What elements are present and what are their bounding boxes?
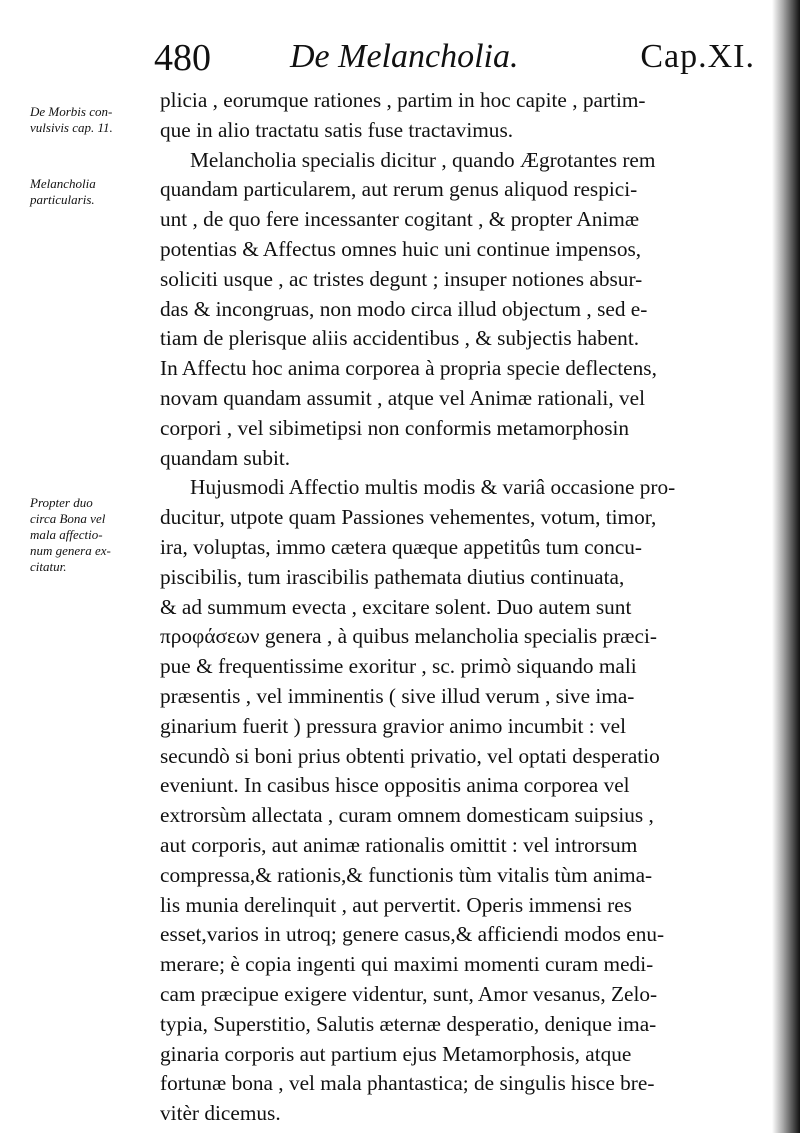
text-line: piscibilis, tum irascibilis pathemata diutius continuata, (160, 564, 625, 589)
text-line: merare; è copia ingenti qui maximi momenti curam medi- (160, 952, 654, 977)
text-line: quandam particularem, aut rerum genus aliquod respici- (160, 177, 638, 202)
page-edge-shadow (772, 0, 800, 1133)
text-line: tiam de plerisque aliis accidentibus , & subjectis habent. (160, 326, 640, 351)
text-line: pue & frequentissime exoritur , sc. primò siquando mali (160, 654, 637, 679)
text-line: aut corporis, aut animæ rationalis omittit : vel introrsum (160, 832, 638, 857)
margin-note-propter-duo (30, 495, 152, 575)
text-line: secundò si boni prius obtenti privatio, vel optati desperatio (160, 743, 660, 768)
text-line: In Affectu hoc anima corporea à propria specie deflectens, (160, 356, 657, 381)
text-line: ira, voluptas, immo cætera quæque appetitûs tum concu- (160, 534, 643, 559)
text-line: ginarium fuerit ) pressura gravior animo incumbit : vel (160, 713, 627, 738)
text-line: Melancholia specialis dicitur , quando Ægrotantes rem (190, 147, 656, 172)
text-line: cam præcipue exigere videntur, sunt, Amor vesanus, Zelo- (160, 981, 658, 1006)
margin-note-line: num genera ex- (30, 543, 111, 558)
running-header (150, 30, 755, 85)
margin-note-line: circa Bona vel (30, 511, 106, 526)
margin-note-melancholia (30, 176, 152, 208)
margin-note-line: vulsivis cap. 11. (30, 120, 113, 135)
text-line: das & incongruas, non modo circa illud objectum , sed e- (160, 296, 648, 321)
text-line: & ad summum evecta , excitare solent. Duo autem sunt (160, 594, 632, 619)
text-line: extrorsùm allectata , curam omnem domesticam suipsius , (160, 803, 654, 828)
text-line: præsentis , vel imminentis ( sive illud verum , sive ima- (160, 683, 635, 708)
margin-note-de-morbis (30, 104, 152, 136)
text-line: novam quandam assumit , atque vel Animæ rationali, vel (160, 385, 646, 410)
running-title: De Melancholia. (290, 38, 519, 75)
text-line: ginaria corporis aut partium ejus Metamorphosis, atque (160, 1041, 632, 1066)
text-line: soliciti usque , ac tristes degunt ; insuper notiones absur- (160, 266, 643, 291)
text-line: quandam subit. (160, 445, 291, 470)
margin-note-line: Melancholia (30, 176, 96, 191)
text-line: προφάσεων genera , à quibus melancholia specialis præci- (160, 624, 657, 649)
text-line: plicia , eorumque rationes , partim in hoc capite , partim- (160, 88, 646, 112)
text-line: esset,varios in utroq; genere casus,& afficiendi modos enu- (160, 922, 665, 947)
text-line: Hujusmodi Affectio multis modis & variâ occasione pro- (190, 475, 676, 500)
text-line: vitèr dicemus. (160, 1101, 281, 1126)
chapter-label: Cap.XI. (640, 38, 755, 75)
text-line: unt , de quo fere incessanter cogitant , & propter Animæ (160, 207, 640, 232)
text-line: fortunæ bona , vel mala phantastica; de singulis hisce bre- (160, 1071, 655, 1096)
page-number: 480 (154, 37, 211, 79)
margin-note-line: particularis. (30, 192, 95, 207)
text-line: compressa,& rationis,& functionis tùm vitalis tùm anima- (160, 862, 653, 887)
margin-note-line: De Morbis con- (30, 104, 113, 119)
text-line: ducitur, utpote quam Passiones vehementes, votum, timor, (160, 505, 657, 530)
text-line: potentias & Affectus omnes huic uni continue impensos, (160, 236, 642, 261)
text-line: typia, Superstitio, Salutis æternæ desperatio, denique ima- (160, 1011, 657, 1036)
text-line: lis munia derelinquit , aut pervertit. Operis immensi res (160, 892, 632, 917)
margin-note-line: mala affectio- (30, 527, 103, 542)
margin-note-line: Propter duo (30, 495, 93, 510)
body-text (160, 86, 740, 1129)
text-line: que in alio tractatu satis fuse tractavimus. (160, 117, 514, 142)
text-line: eveniunt. In casibus hisce oppositis anima corporea vel (160, 773, 630, 798)
text-line: corpori , vel sibimetipsi non conformis metamorphosin (160, 415, 630, 440)
margin-note-line: citatur. (30, 559, 67, 574)
